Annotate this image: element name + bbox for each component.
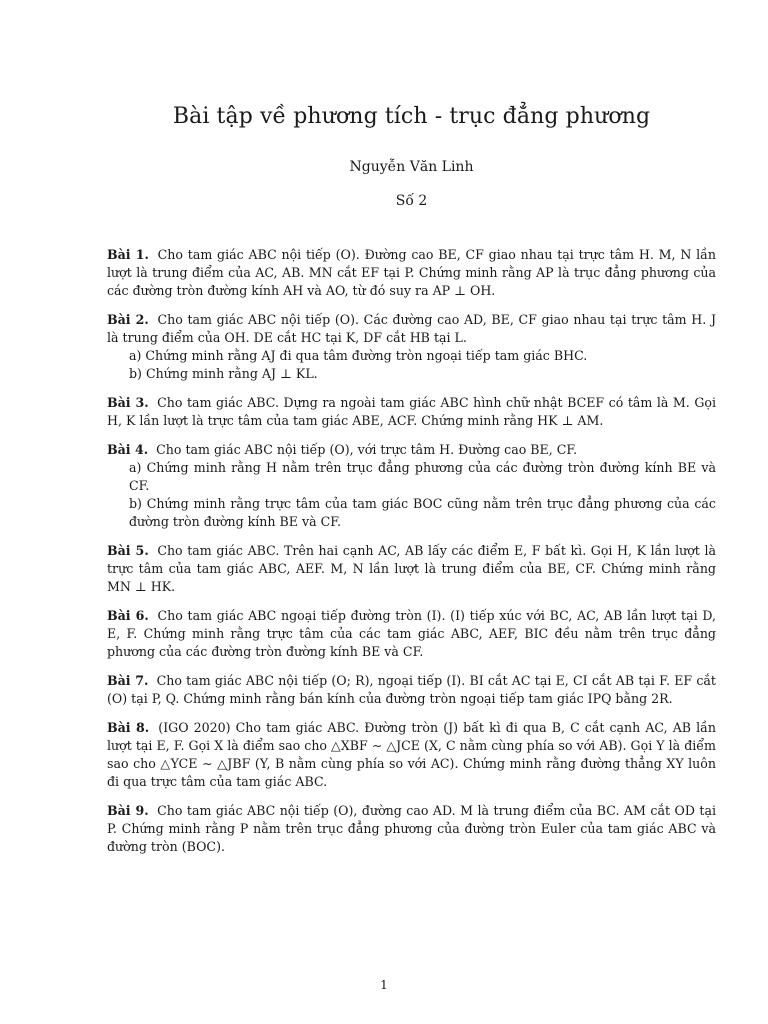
page-number: 1 bbox=[380, 978, 388, 992]
problem-9 bbox=[107, 802, 716, 856]
problem-label: Bài 1. bbox=[107, 247, 149, 262]
problem-4 bbox=[107, 441, 716, 531]
problem-2 bbox=[107, 311, 716, 383]
problem-text: Cho tam giác ABC. Trên hai cạnh AC, AB lấy các điểm E, F bất kì. Gọi H, K lần lượt là trực tâm của tam giác ABC, AEF. M, N lần lượt là trung điểm của BE, CF. Chứng minh rằng MN ⊥ HK. bbox=[107, 543, 716, 594]
problem-part-b: b) Chứng minh rằng trực tâm của tam giác BOC cũng nằm trên trục đẳng phương của các đường tròn đường kính BE và CF. bbox=[129, 496, 716, 529]
problem-label: Bài 8. bbox=[107, 720, 150, 735]
problem-label: Bài 6. bbox=[107, 608, 149, 623]
problem-text: Cho tam giác ABC nội tiếp (O), đường cao AD. M là trung điểm của BC. AM cắt OD tại P. Chứng minh rằng P nằm trên trục đẳng phương của đường tròn Euler của tam giác ABC và đường tròn (BOC). bbox=[107, 803, 716, 854]
issue-number: Số 2 bbox=[395, 193, 428, 209]
problem-text: Cho tam giác ABC. Dựng ra ngoài tam giác ABC hình chữ nhật BCEF có tâm là M. Gọi H, K lần lượt là trực tâm của tam giác ABE, ACF. Chứng minh rằng HK ⊥ AM. bbox=[107, 395, 716, 428]
document-title: Bài tập về phương tích - trục đẳng phương bbox=[172, 104, 651, 129]
problem-5 bbox=[107, 542, 716, 596]
problem-part-b: b) Chứng minh rằng AJ ⊥ KL. bbox=[129, 366, 318, 381]
problem-8 bbox=[107, 719, 716, 791]
problem-7 bbox=[107, 672, 716, 708]
problem-6 bbox=[107, 607, 716, 661]
problem-text: (IGO 2020) Cho tam giác ABC. Đường tròn (J) bất kì đi qua B, C cắt cạnh AC, AB lần lượt tại E, F. Gọi X là điểm sao cho △XBF ∼ △JCE (X, C nằm cùng phía so với AB). Gọi Y là điểm sao cho △YCE ∼ △JBF (Y, B nằm cùng phía so với AC). Chứng minh rằng đường thẳng XY luôn đi qua trực tâm của tam giác ABC. bbox=[107, 720, 716, 789]
author-name: Nguyễn Văn Linh bbox=[349, 159, 474, 175]
problem-text: Cho tam giác ABC ngoại tiếp đường tròn (I). (I) tiếp xúc với BC, AC, AB lần lượt tại D, E, F. Chứng minh rằng trực tâm của các tam giác ABC, AEF, BIC đều nằm trên trục đẳng phương của các đường tròn đường kính BE và CF. bbox=[107, 608, 716, 659]
problem-label: Bài 2. bbox=[107, 312, 149, 327]
problem-label: Bài 5. bbox=[107, 543, 149, 558]
problem-1 bbox=[107, 246, 716, 300]
problem-part-a: a) Chứng minh rằng AJ đi qua tâm đường tròn ngoại tiếp tam giác BHC. bbox=[129, 348, 588, 363]
problem-label: Bài 4. bbox=[107, 442, 149, 457]
problem-text: Cho tam giác ABC nội tiếp (O). Đường cao BE, CF giao nhau tại trực tâm H. M, N lần lượt là trung điểm của AC, AB. MN cắt EF tại P. Chứng minh rằng AP là trục đẳng phương của các đường tròn đường kính AH và AO, từ đó suy ra AP ⊥ OH. bbox=[107, 247, 716, 298]
problem-part-a: a) Chứng minh rằng H nằm trên trục đẳng phương của các đường tròn đường kính BE và CF. bbox=[129, 460, 716, 493]
problem-text: Cho tam giác ABC nội tiếp (O). Các đường cao AD, BE, CF giao nhau tại trực tâm H. J là trung điểm của OH. DE cắt HC tại K, DF cắt HB tại L. bbox=[107, 312, 717, 345]
problem-text: Cho tam giác ABC nội tiếp (O; R), ngoại tiếp (I). BI cắt AC tại E, CI cắt AB tại F. EF cắt (O) tại P, Q. Chứng minh rằng bán kính của đường tròn ngoại tiếp tam giác IPQ bằng 2R. bbox=[107, 673, 716, 706]
problem-3 bbox=[107, 394, 716, 430]
problem-text: Cho tam giác ABC nội tiếp (O), với trực tâm H. Đường cao BE, CF. bbox=[156, 442, 578, 457]
problem-label: Bài 7. bbox=[107, 673, 149, 688]
problem-label: Bài 3. bbox=[107, 395, 149, 410]
problem-label: Bài 9. bbox=[107, 803, 149, 818]
problem-list bbox=[107, 246, 716, 867]
